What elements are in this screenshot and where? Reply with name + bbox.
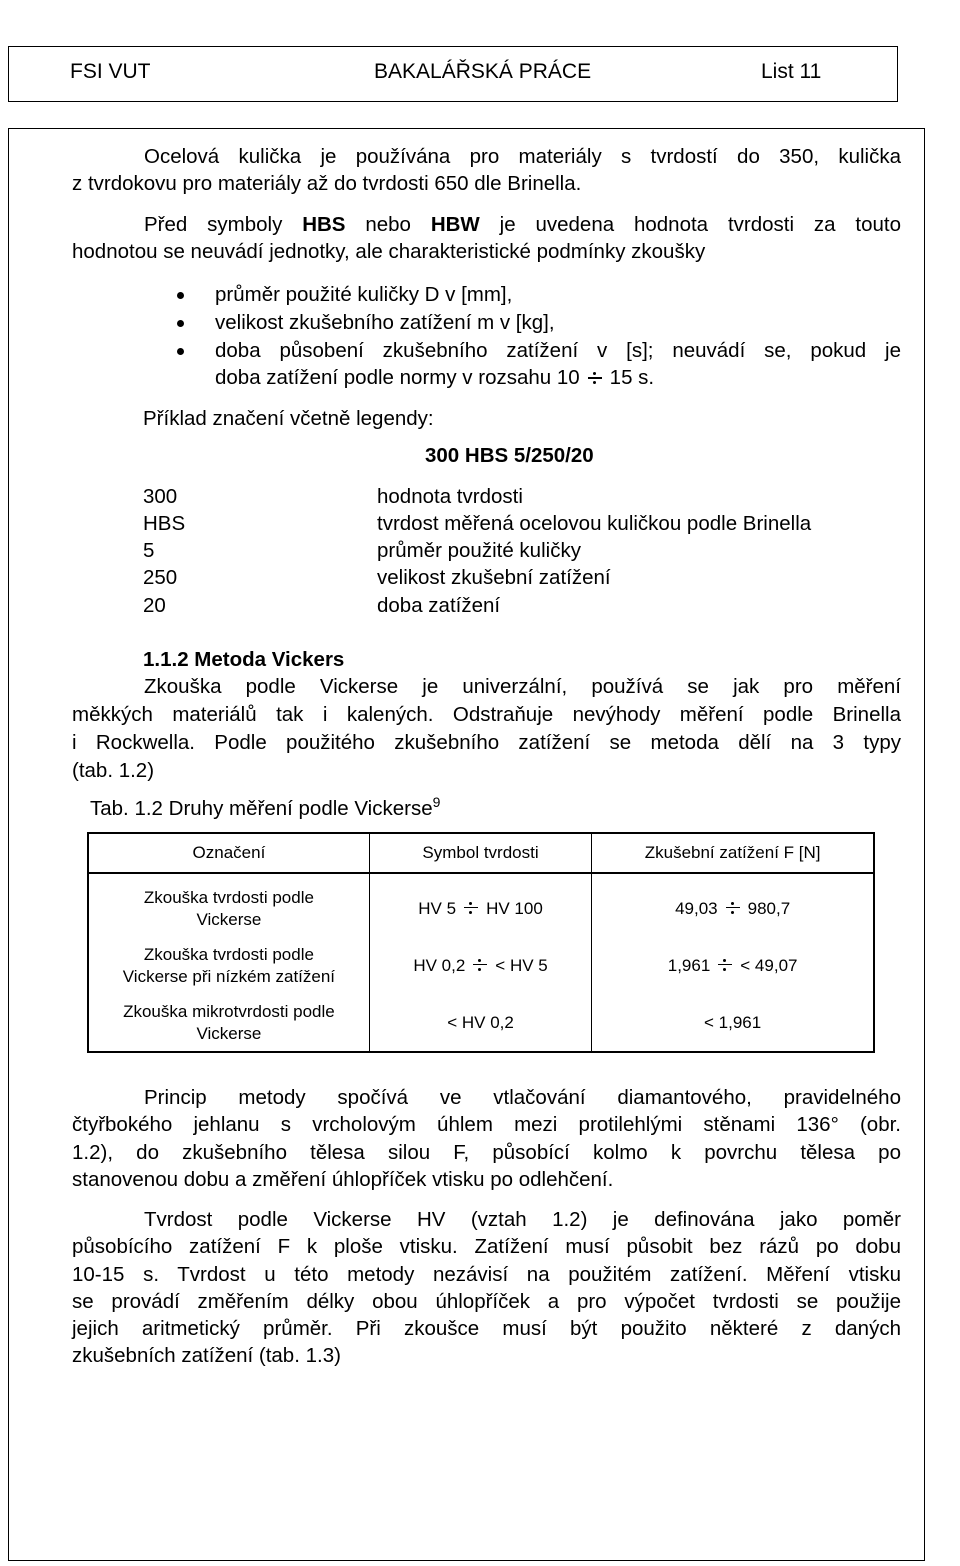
header-title: BAKALÁŘSKÁ PRÁCE <box>374 60 592 83</box>
division-sign-icon <box>724 901 742 915</box>
symbol-cell <box>369 873 591 937</box>
symbol-cell: < HV 0,2 <box>369 994 591 1052</box>
bullet-dot-icon <box>177 348 184 355</box>
hardness-line-5: jejich aritmetický průměr. Při zkoušce musí být použito některé z daných <box>72 1317 901 1341</box>
load-to: 980,7 <box>747 898 791 918</box>
header-faculty: FSI VUT <box>70 60 151 83</box>
bullet-item-3-line-2 <box>215 364 654 391</box>
table-row <box>88 994 874 1052</box>
test-name-line-2: Vickerse <box>196 1023 262 1043</box>
principle-line-1: Princip metody spočívá ve vtlačování diamantového, pravidelného <box>144 1086 901 1109</box>
example-code: 300 HBS 5/250/20 <box>425 444 594 467</box>
legend-key: HBS <box>143 512 186 535</box>
range-to: 15 s. <box>609 366 655 389</box>
bullet-item-1: průměr použité kuličky D v [mm], <box>215 283 513 306</box>
division-sign-icon <box>586 371 604 385</box>
hardness-line-6: zkušebních zatížení (tab. 1.3) <box>72 1344 341 1368</box>
test-name-line-1: Zkouška tvrdosti podle <box>143 944 314 964</box>
symbol-to: HV 100 <box>486 898 543 918</box>
division-sign-icon <box>462 901 480 915</box>
test-name-line-1: Zkouška mikrotvrdosti podle <box>123 1001 335 1021</box>
bullet-item-3 <box>215 337 901 364</box>
legend-key: 20 <box>143 594 166 617</box>
column-header: Označení <box>88 833 369 873</box>
test-name-cell <box>88 994 369 1052</box>
column-header: Symbol tvrdosti <box>369 833 591 873</box>
load-from: 49,03 <box>675 898 718 918</box>
intro-line-1: Ocelová kulička je používána pro materiály s tvrdostí do 350, kulička <box>144 145 901 168</box>
hardness-line-3: 10-15 s. Tvrdost u této metody nezávisí na použitém zatížení. Měření vtisku <box>72 1262 901 1286</box>
legend-desc: velikost zkušební zatížení <box>377 566 611 589</box>
load-from: 1,961 <box>667 955 711 975</box>
hardness-line-2: působícího zatížení F k ploše vtisku. Zatížení musí působit bez rázů po dobu <box>72 1235 901 1259</box>
vickers-paragraph <box>72 673 901 785</box>
legend-desc: průměr použité kuličky <box>377 539 581 562</box>
vickers-line-2: měkkých materiálů tak i kalených. Odstraňuje nevýhody měření podle Brinella <box>72 703 901 726</box>
table-header-row <box>88 833 874 873</box>
symbol-hbw: HBW <box>430 213 480 236</box>
table-caption-ref: 9 <box>432 794 441 811</box>
test-name-cell <box>88 873 369 937</box>
column-header: Zkušební zatížení F [N] <box>592 833 874 873</box>
vickers-types-table <box>87 832 875 1053</box>
principle-paragraph <box>72 1084 901 1193</box>
intro-line-2: z tvrdokovu pro materiály až do tvrdosti 650 dle Brinella. <box>72 172 582 196</box>
principle-line-4: stanovenou dobu a změření úhlopříček vtisku po odlehčení. <box>72 1167 614 1191</box>
symbols-post: je uvedena hodnota tvrdosti za touto <box>479 213 901 236</box>
legend-desc: tvrdost měřená ocelovou kuličkou podle Brinella <box>377 512 812 535</box>
vickers-line-1: Zkouška podle Vickerse je univerzální, používá se jak pro měření <box>144 675 901 698</box>
symbols-paragraph <box>72 211 901 266</box>
test-name-line-2: Vickerse při nízkém zatížení <box>122 966 336 986</box>
test-name-line-1: Zkouška tvrdosti podle <box>143 887 314 907</box>
principle-line-2: čtyřbokého jehlanu s vrcholovým úhlem mezi protilehlými stěnami 136° (obr. <box>72 1113 901 1137</box>
intro-paragraph <box>72 143 901 198</box>
symbols-line-1 <box>72 211 901 238</box>
test-name-line-2: Vickerse <box>196 909 262 929</box>
legend-key: 5 <box>143 539 155 562</box>
test-name-cell <box>88 937 369 994</box>
table-caption <box>90 795 440 822</box>
example-label: Příklad značení včetně legendy: <box>143 407 434 430</box>
vickers-line-4: (tab. 1.2) <box>72 759 155 782</box>
hardness-line-4: se provádí změřením délky obou úhlopříček a pro výpočet tvrdosti se použije <box>72 1289 901 1313</box>
load-cell <box>592 873 874 937</box>
legend-desc: hodnota tvrdosti <box>377 485 523 508</box>
hardness-line-1: Tvrdost podle Vickerse HV (vztah 1.2) je definována jako poměr <box>144 1208 901 1231</box>
legend-key: 300 <box>143 485 178 508</box>
bullet-dot-icon <box>177 320 184 327</box>
symbol-from: HV 0,2 <box>413 955 466 975</box>
hardness-paragraph <box>72 1206 901 1370</box>
section-heading: 1.1.2 Metoda Vickers <box>143 648 345 671</box>
load-cell <box>592 937 874 994</box>
symbol-hbs: HBS <box>302 213 346 236</box>
division-sign-icon <box>716 958 734 972</box>
legend-desc: doba zatížení <box>377 594 501 617</box>
symbols-pre: Před symboly <box>144 213 303 236</box>
symbols-line-2: hodnotou se neuvádí jednotky, ale charakteristické podmínky zkoušky <box>72 240 706 264</box>
symbol-to: < HV 5 <box>495 955 548 975</box>
header-page-number: List 11 <box>761 60 822 83</box>
symbol-cell <box>369 937 591 994</box>
bullet-dot-icon <box>177 292 184 299</box>
load-cell: < 1,961 <box>592 994 874 1052</box>
table-row <box>88 873 874 937</box>
page-header <box>8 46 898 102</box>
table-row <box>88 937 874 994</box>
vickers-line-3: i Rockwella. Podle použitého zkušebního zatížení se metoda dělí na 3 typy <box>72 731 901 754</box>
bullet-item-3-line-1: doba působení zkušebního zatížení v [s]; neuvádí se, pokud je <box>215 339 901 362</box>
table-caption-text: Tab. 1.2 Druhy měření podle Vickerse <box>90 797 433 820</box>
load-to: < 49,07 <box>740 955 798 975</box>
bullet-item-2: velikost zkušebního zatížení m v [kg], <box>215 311 555 334</box>
symbol-from: HV 5 <box>418 898 457 918</box>
division-sign-icon <box>471 958 489 972</box>
principle-line-3: 1.2), do zkušebního tělesa silou F, působící kolmo k povrchu tělesa po <box>72 1140 901 1164</box>
legend-key: 250 <box>143 566 178 589</box>
symbols-mid: nebo <box>345 213 431 236</box>
range-from: doba zatížení podle normy v rozsahu 10 <box>215 366 580 389</box>
